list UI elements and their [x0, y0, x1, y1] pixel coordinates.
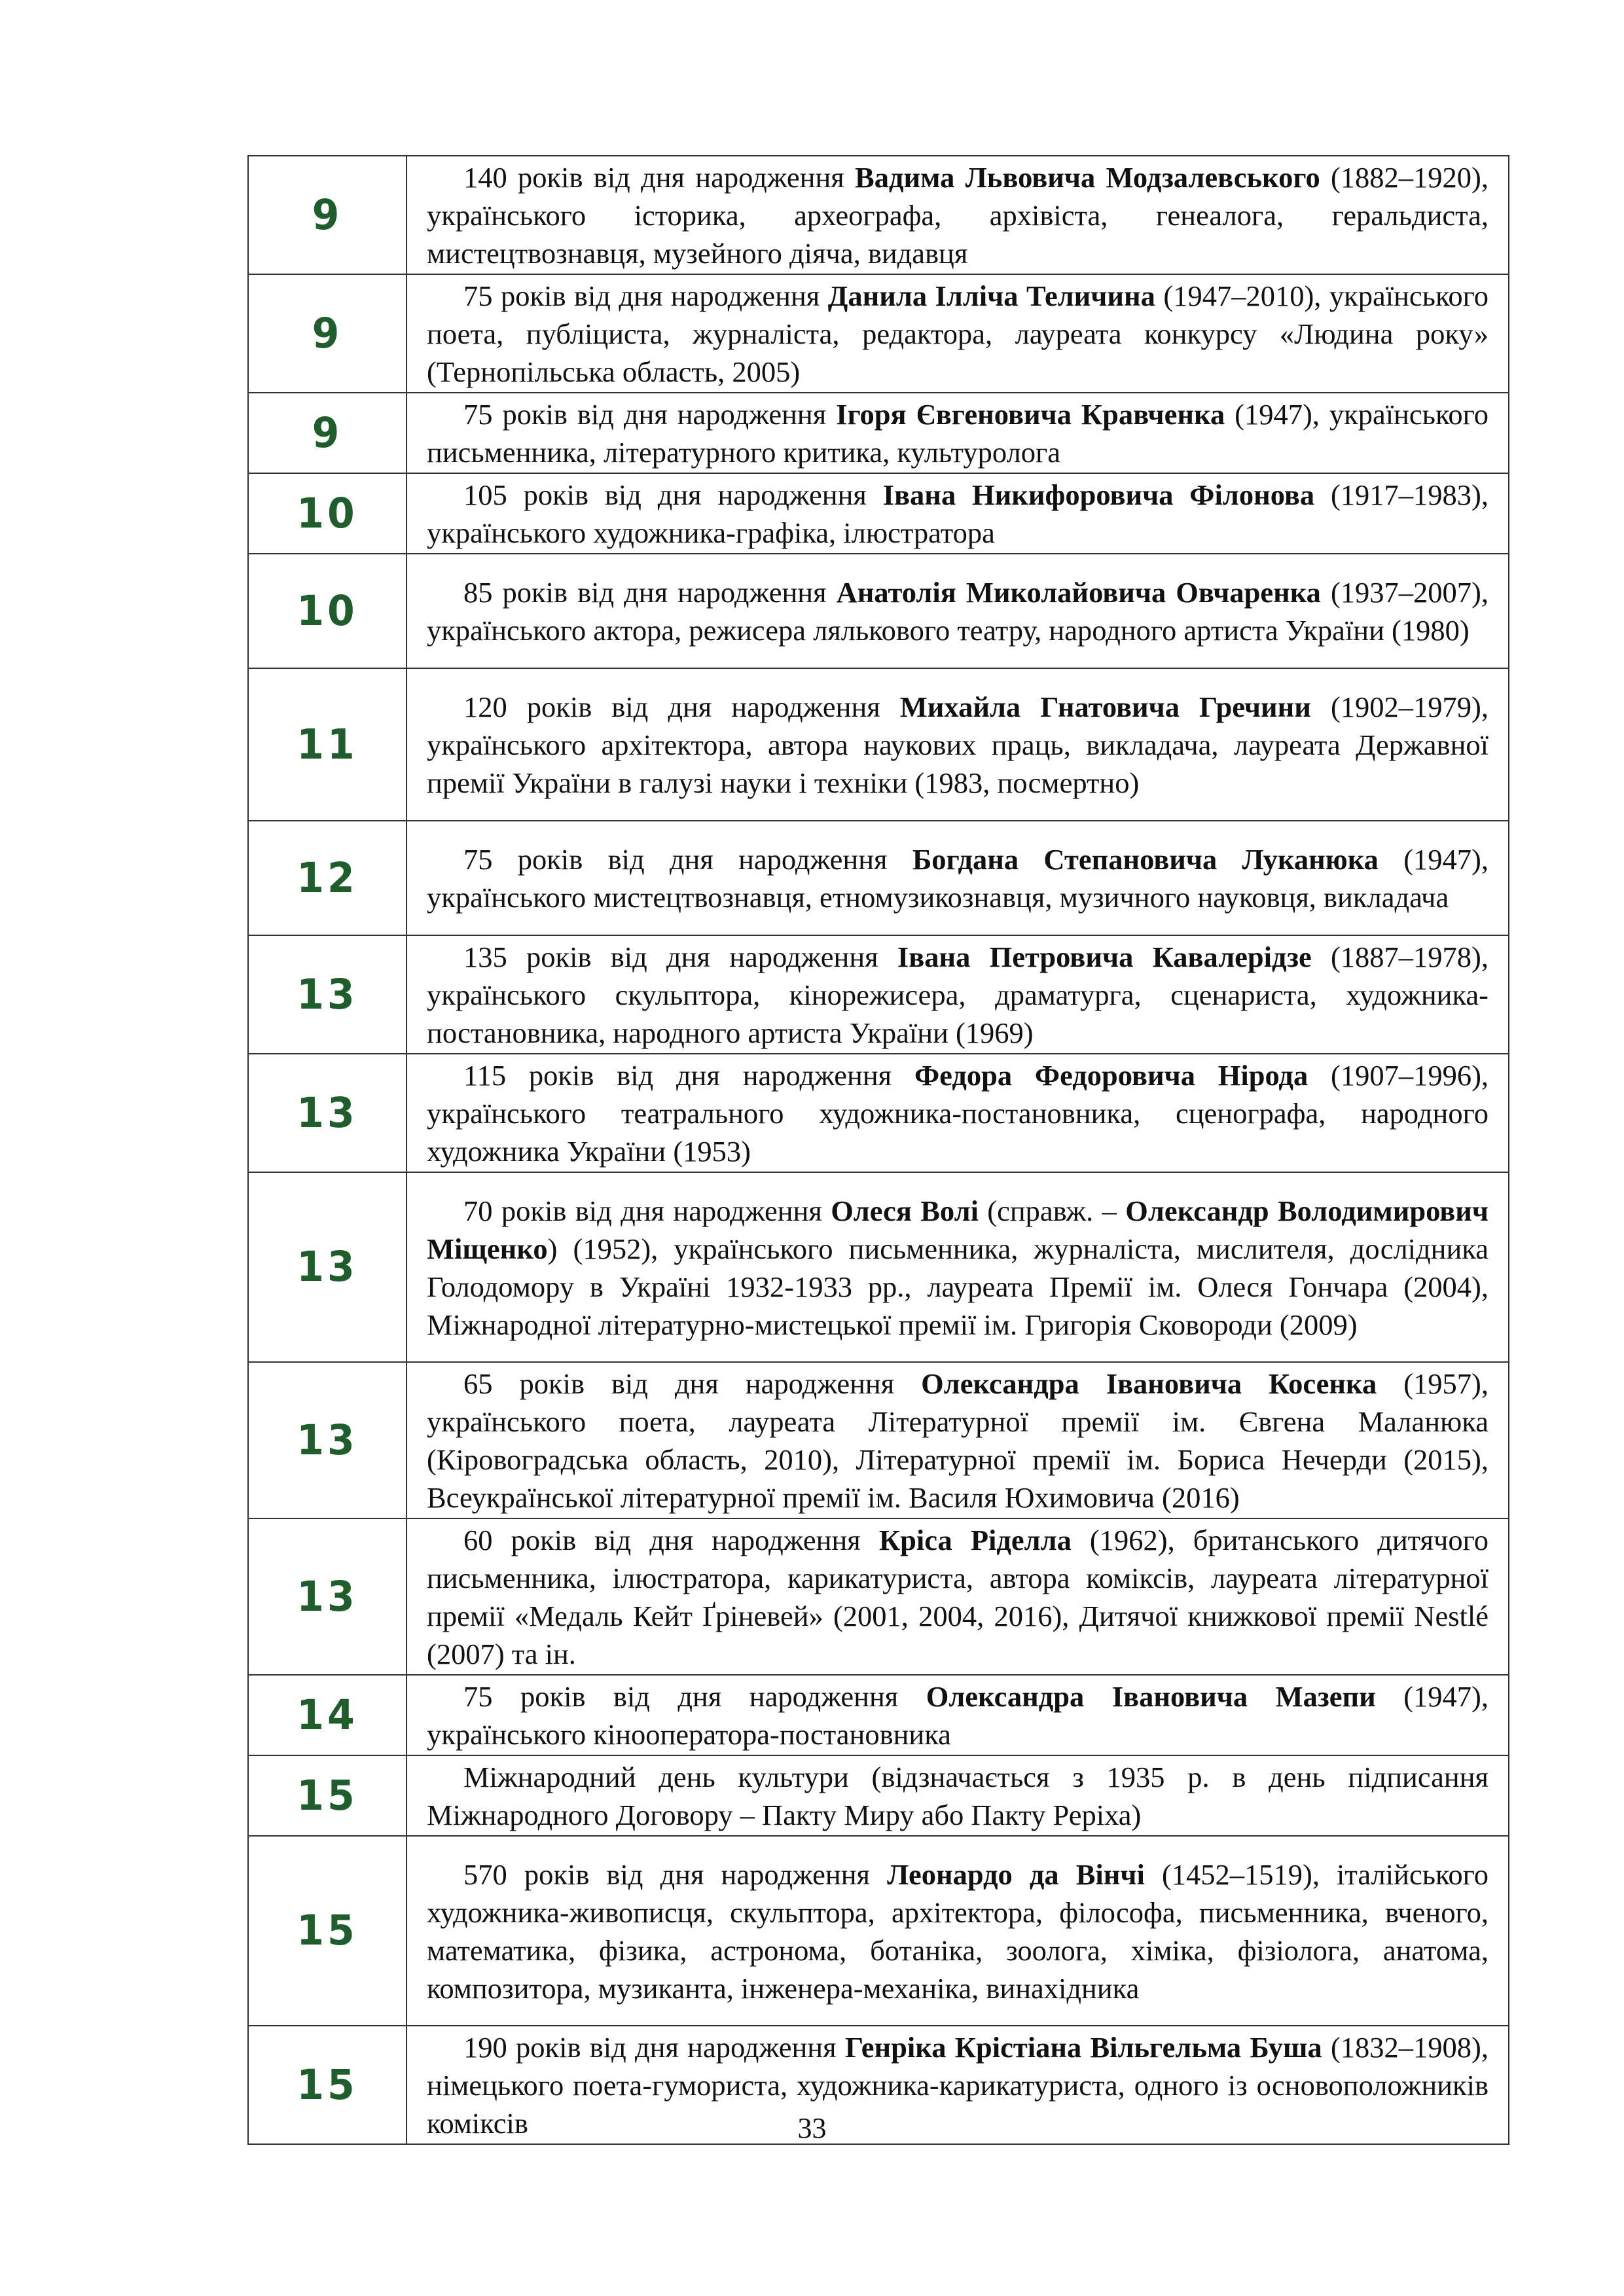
event-description	[406, 1172, 1509, 1362]
description-text: (1902–1979), українського архітектора, автора наукових праць, викладача, лауреата Державної премії України в галузі науки і техніки (1983, посмертно)	[427, 691, 1489, 799]
person-name: Леонардо да Вінчі	[887, 1857, 1145, 1891]
event-row	[248, 156, 1509, 274]
description-text: 85 років від дня народження	[463, 576, 837, 609]
event-description	[406, 554, 1509, 668]
description-text: 140 років від дня народження	[463, 161, 856, 194]
person-name: Івана Петровича Кавалерідзе	[897, 941, 1312, 973]
event-description	[406, 1836, 1509, 2026]
day-number: 13	[297, 1572, 358, 1621]
day-number: 13	[297, 1088, 358, 1138]
day-number: 9	[312, 190, 343, 240]
page-number: 33	[797, 2112, 827, 2144]
day-cell	[248, 935, 406, 1054]
description-text: 65 років від дня народження	[463, 1367, 922, 1400]
event-row	[248, 935, 1509, 1054]
day-cell	[248, 1172, 406, 1362]
description-text: 75 років від дня народження	[463, 843, 912, 876]
events-calendar-table	[247, 155, 1509, 2145]
event-row	[248, 274, 1509, 393]
day-number: 13	[297, 970, 358, 1019]
day-cell	[248, 473, 406, 554]
event-description	[406, 473, 1509, 554]
person-name: Богдана Степановича Луканюка	[912, 843, 1379, 876]
person-name: Вадима Львовича Модзалевського	[855, 161, 1320, 194]
day-cell	[248, 1362, 406, 1518]
event-description	[406, 393, 1509, 473]
day-cell	[248, 156, 406, 274]
event-row	[248, 1054, 1509, 1172]
event-description	[406, 821, 1509, 935]
description-text: (1907–1996), українського театрального художника-постановника, сценографа, народного художника України (1953)	[427, 1059, 1489, 1168]
day-cell	[248, 554, 406, 668]
description-text: (1937–2007), українського актора, режисера лялькового театру, народного артиста України (1980)	[427, 576, 1489, 647]
day-number: 10	[297, 586, 358, 636]
event-description	[406, 935, 1509, 1054]
day-number: 9	[312, 309, 343, 358]
description-text: (1882–1920), українського історика, археографа, архівіста, генеалога, геральдиста, мистецтвознавця, музейного діяча, видавця	[427, 161, 1489, 270]
description-text: (1947), українського письменника, літературного критика, культуролога	[427, 398, 1489, 469]
event-row	[248, 554, 1509, 668]
day-number: 10	[297, 489, 358, 538]
description-text: (справж. –	[978, 1194, 1126, 1227]
description-text: 75 років від дня народження	[463, 398, 837, 431]
description-text: 70 років від дня народження	[463, 1194, 831, 1227]
person-name: Івана Никифоровича Філонова	[882, 478, 1315, 511]
event-description	[406, 1362, 1509, 1518]
event-row	[248, 1518, 1509, 1675]
description-text: (1452–1519), італійського художника-живописця, скульптора, архітектора, філософа, письменника, вченого, математика, фізика, астронома, ботаніка, зоолога, хіміка, фізіолога, анатома, композитора, музиканта, інженера-механіка, винахідника	[427, 1857, 1489, 2005]
day-cell	[248, 1836, 406, 2026]
description-text: (1917–1983), українського художника-графіка, ілюстратора	[427, 478, 1489, 549]
person-name: Олександра Івановича Мазепи	[926, 1680, 1376, 1713]
person-name: Олеся Волі	[831, 1194, 979, 1227]
person-name: Ігоря Євгеновича Кравченка	[836, 398, 1225, 431]
event-row	[248, 393, 1509, 473]
description-text: 105 років від дня народження	[463, 478, 883, 511]
event-row	[248, 1755, 1509, 1836]
day-number: 14	[297, 1691, 358, 1740]
person-name: Федора Федоровича Нірода	[914, 1059, 1308, 1092]
event-description	[406, 1755, 1509, 1836]
day-number: 13	[297, 1242, 358, 1292]
person-name: Кріса Ріделла	[878, 1524, 1072, 1556]
event-description	[406, 1518, 1509, 1675]
person-name: Генріка Крістіана Вільгельма Буша	[844, 2031, 1322, 2064]
event-row	[248, 1362, 1509, 1518]
day-number: 9	[312, 408, 343, 457]
day-number: 11	[297, 720, 358, 769]
day-cell	[248, 668, 406, 821]
day-cell	[248, 1054, 406, 1172]
event-description	[406, 274, 1509, 393]
description-text: ) (1952), українського письменника, журналіста, мислителя, дослідника Голодомору в Україні 1932-1933 рр., лауреата Премії ім. Олеся Гончара (2004), Міжнародної літературно-мистецької премії ім. Григорія Сковороди (2009)	[427, 1232, 1489, 1341]
event-description	[406, 156, 1509, 274]
event-row	[248, 1172, 1509, 1362]
event-description	[406, 1675, 1509, 1755]
description-text: (1947–2010), українського поета, публіциста, журналіста, редактора, лауреата конкурсу «Людина року» (Тернопільська область, 2005)	[427, 279, 1489, 388]
description-text: 135 років від дня народження	[463, 941, 897, 973]
day-cell	[248, 274, 406, 393]
description-text: (1957), українського поета, лауреата Літературної премії ім. Євгена Маланюка (Кіровоградська область, 2010), Літературної премії ім. Бориса Нечерди (2015), Всеукраїнської літературної премії ім. Василя Юхимовича (2016)	[427, 1367, 1489, 1514]
event-description	[406, 668, 1509, 821]
description-text: (1947), українського кінооператора-постановника	[427, 1680, 1489, 1751]
event-row	[248, 1675, 1509, 1755]
day-number: 15	[297, 1906, 358, 1956]
description-text: (1962), британського дитячого письменника, ілюстратора, карикатуриста, автора коміксів, лауреата літературної премії «Медаль Кейт Ґріневей» (2001, 2004, 2016), Дитячої книжкової премії Nestlé (2007) та ін.	[427, 1524, 1489, 1670]
description-text: 60 років від дня народження	[463, 1524, 879, 1556]
day-number: 12	[297, 853, 358, 903]
person-name: Олександра Івановича Косенка	[921, 1367, 1377, 1400]
description-text: (1887–1978), українського скульптора, кінорежисера, драматурга, сценариста, художника-постановника, народного артиста України (1969)	[427, 941, 1489, 1049]
description-text: 570 років від дня народження	[463, 1857, 888, 1891]
description-text: 190 років від дня народження	[463, 2031, 845, 2064]
event-description	[406, 1054, 1509, 1172]
event-row	[248, 1836, 1509, 2026]
events-table-body	[248, 156, 1509, 2144]
description-text: 115 років від дня народження	[463, 1059, 914, 1092]
day-number: 15	[297, 2060, 358, 2109]
person-name: Олександр Володимирович Міщенко	[427, 1194, 1489, 1265]
description-text: Міжнародний день культури (відзначається з 1935 р. в день підписання Міжнародного Договору – Пакту Миру або Пакту Реріха)	[427, 1761, 1489, 1831]
day-cell	[248, 821, 406, 935]
day-cell	[248, 1675, 406, 1755]
event-row	[248, 668, 1509, 821]
day-cell	[248, 1755, 406, 1836]
day-cell	[248, 393, 406, 473]
description-text: 75 років від дня народження	[463, 279, 828, 312]
description-text: (1947), українського мистецтвознавця, етномузикознавця, музичного науковця, викладача	[427, 843, 1489, 914]
day-cell	[248, 1518, 406, 1675]
day-number: 15	[297, 1771, 358, 1820]
day-number: 13	[297, 1416, 358, 1465]
event-row	[248, 473, 1509, 554]
person-name: Михайла Гнатовича Гречини	[899, 691, 1311, 723]
description-text: 75 років від дня народження	[463, 1680, 926, 1713]
event-row	[248, 821, 1509, 935]
description-text: 120 років від дня народження	[463, 691, 900, 723]
person-name: Анатолія Миколайовича Овчаренка	[836, 576, 1321, 609]
description-text: (1832–1908), німецького поета-гумориста, художника-карикатуриста, одного із основоположників коміксів	[427, 2031, 1489, 2140]
person-name: Данила Ілліча Теличина	[827, 279, 1155, 312]
